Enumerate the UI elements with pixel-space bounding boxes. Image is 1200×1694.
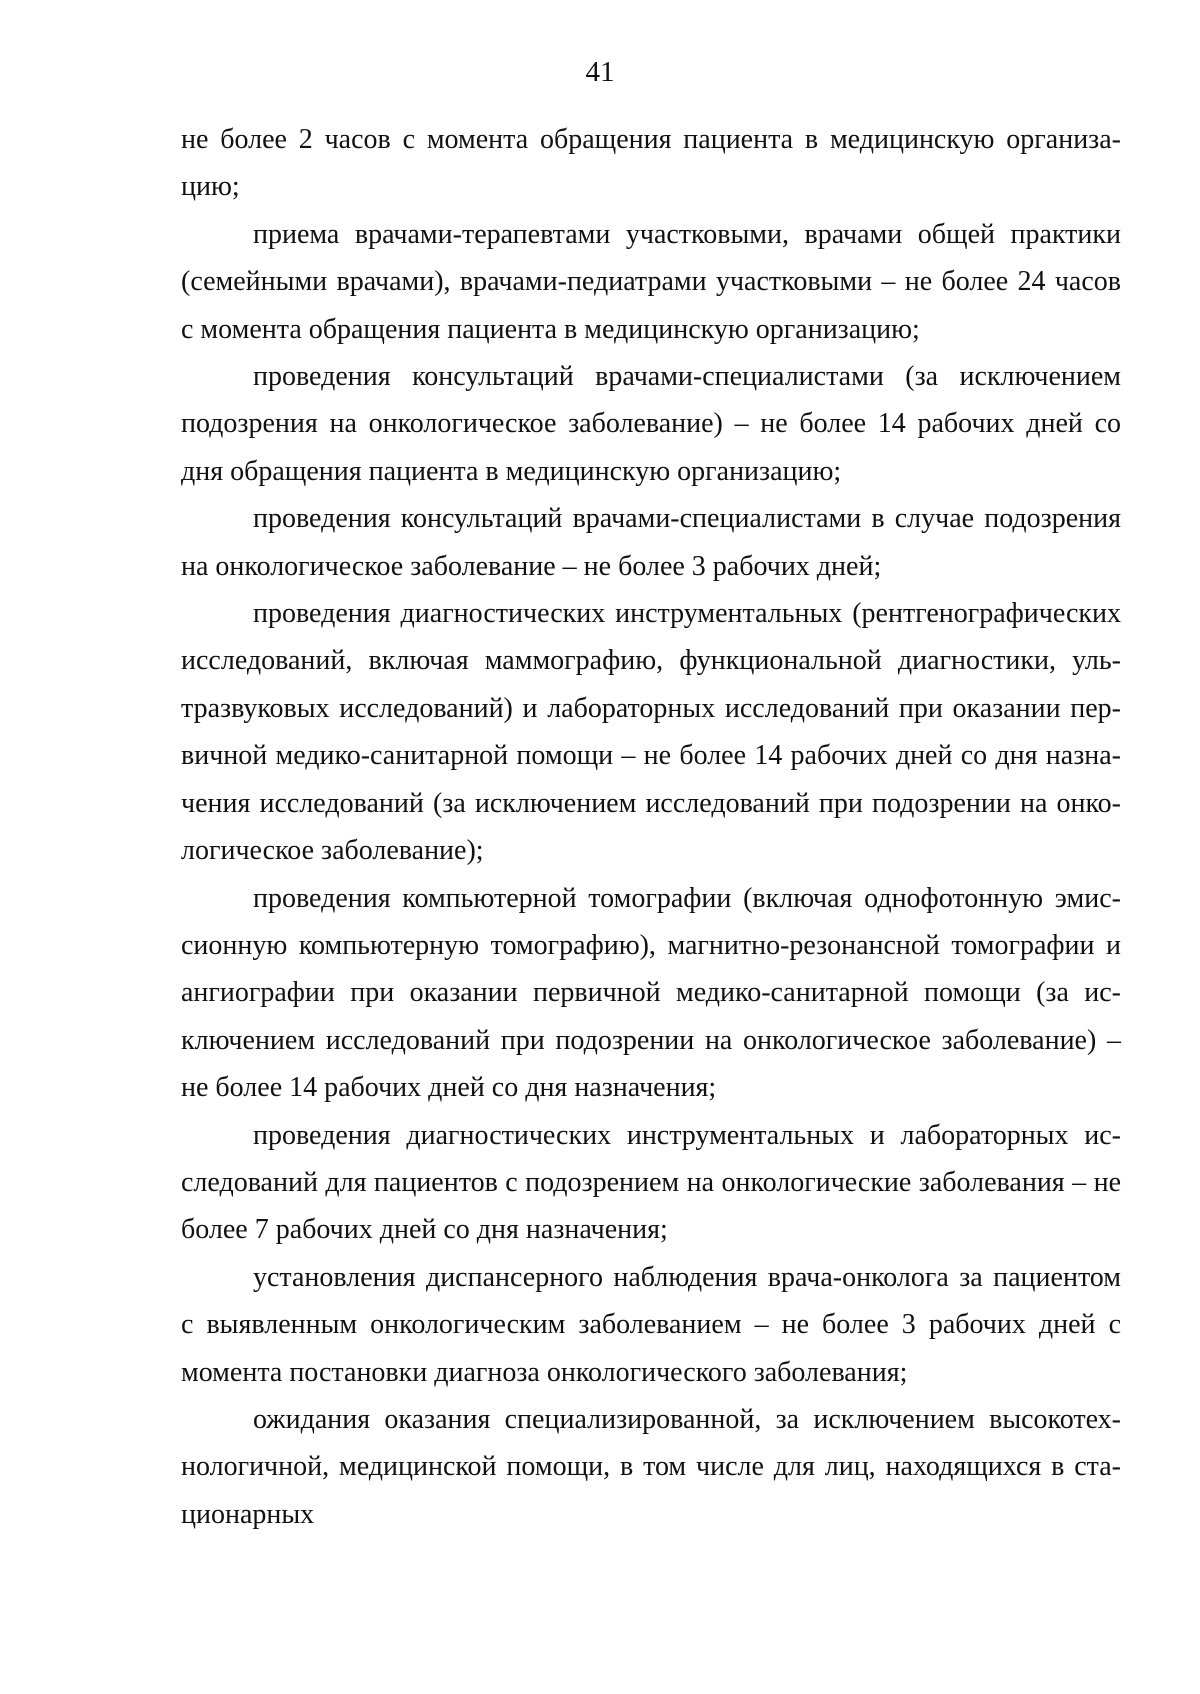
body-text	[181, 116, 1121, 1538]
paragraph-specialized-care: ожидания оказания специализированной, за исключением высокотехнологичной, медицинской помощи, в том числе для лиц, находящихся в стационарных	[181, 1403, 1121, 1530]
paragraph-dispensary-observation: установления диспансерного наблюдения врача-онколога за пациентом с выявленным онкологическим заболеванием – не более 3 рабочих дней с момента постановки диагноза онкологического заболевания;	[181, 1261, 1121, 1388]
paragraph-oncology-diagnostics: проведения диагностических инструментальных и лабораторных исследований для пациентов с подозрением на онкологические заболевания – не более 7 рабочих дней со дня назначения;	[181, 1119, 1121, 1246]
page-number: 41	[585, 56, 615, 88]
paragraph-oncology-consultation: проведения консультаций врачами-специалистами в случае подозрения на онкологическое заболевание – не более 3 рабочих дней;	[181, 503, 1121, 582]
paragraph-diagnostic-studies: проведения диагностических инструментальных (рентгенографических исследований, включая маммографию, функциональной диагностики, ультразвуковых исследований) и лабораторных исследований при оказании первичной медико-санитарной помощи – не более 14 рабочих дней со дня назначения исследований (за исключением исследований при подозрении на онкологическое заболевание);	[181, 598, 1121, 867]
paragraph-continuation: не более 2 часов с момента обращения пациента в медицинскую организацию;	[181, 124, 1121, 203]
paragraph-specialist-consultation: проведения консультаций врачами-специалистами (за исключением подозрения на онкологическое заболевание) – не более 14 рабочих дней со дня обращения пациента в медицинскую организацию;	[181, 361, 1121, 487]
paragraph-tomography: проведения компьютерной томографии (включая однофотонную эмиссионную компьютерную томографию), магнитно-резонансной томографии и ангиографии при оказании первичной медико-санитарной помощи (за исключением исследований при подозрении на онкологическое заболевание) – не более 14 рабочих дней со дня назначения;	[181, 882, 1121, 1104]
paragraph-therapist-appointment: приема врачами-терапевтами участковыми, врачами общей практики (семейными врачами), врачами-педиатрами участковыми – не более 24 часов с момента обращения пациента в медицинскую организацию;	[181, 218, 1121, 345]
